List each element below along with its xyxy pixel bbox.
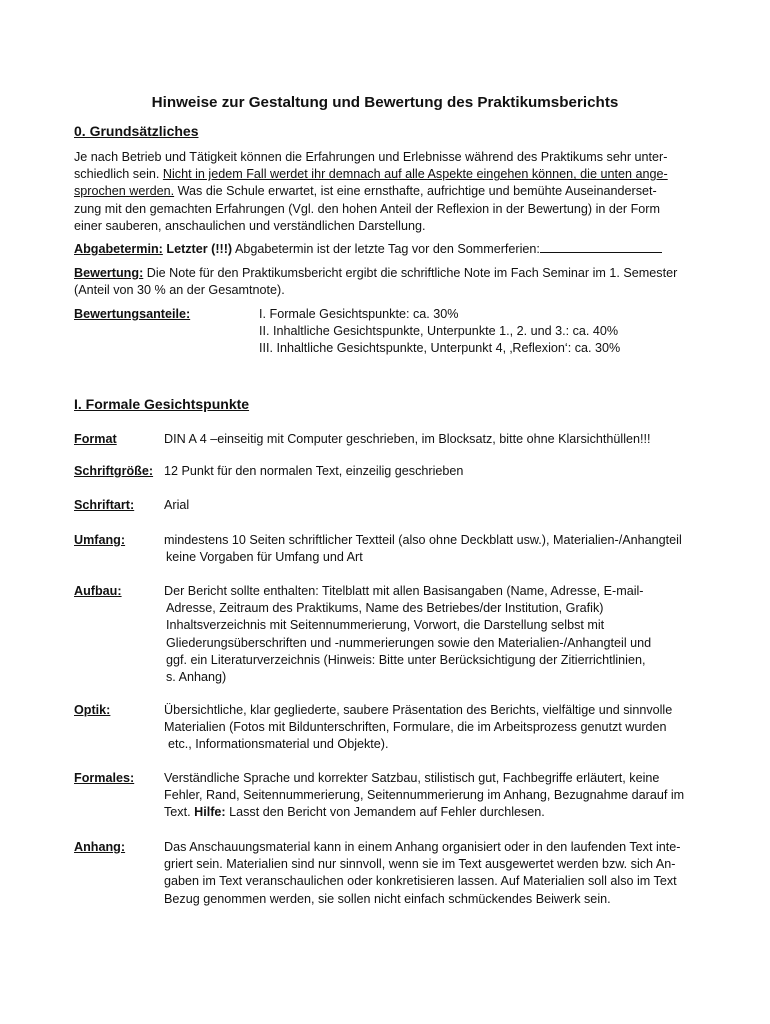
item-line: griert sein. Materialien sind nur sinnvoll, wenn sie im Text ausgewertet werden bzw. sich An-: [164, 857, 676, 872]
weights-list: [259, 306, 620, 358]
item-line: Materialien (Fotos mit Bildunterschriften, Formulare, die im Arbeitsprozess genutzt wurden: [164, 720, 667, 735]
deadline-text: Abgabetermin ist der letzte Tag vor den Sommerferien:: [232, 242, 540, 256]
item-text-schriftgroesse: [164, 463, 704, 480]
item-text-anhang: [164, 839, 704, 908]
deadline-line: [74, 240, 694, 258]
item-line: gaben im Text veranschaulichen oder konkretisieren lassen. Auf Materialien soll also im Text: [164, 874, 677, 889]
item-label-format: Format: [74, 432, 117, 446]
grading-line: (Anteil von 30 % an der Gesamtnote).: [74, 283, 285, 298]
intro-line: [74, 183, 694, 200]
item-text-optik: [164, 702, 704, 754]
intro-line: zung mit den gemachten Erfahrungen (Vgl. den hohen Anteil der Reflexion in der Bewertung) in der Form: [74, 201, 660, 216]
item-text-schriftart: [164, 497, 704, 514]
weights-label: Bewertungsanteile:: [74, 307, 191, 321]
item-line: Übersichtliche, klar gegliederte, saubere Präsentation des Berichts, vielfältige und sinnvolle: [164, 703, 673, 717]
intro-line: [74, 166, 694, 183]
item-line: Verständliche Sprache und korrekter Satzbau, stilistisch gut, Fachbegriffe erläutert, keine: [164, 771, 660, 785]
weights-item: II. Inhaltliche Gesichtspunkte, Unterpunkte 1., 2. und 3.: ca. 40%: [259, 324, 619, 339]
item-line: Inhaltsverzeichnis mit Seitennummerierung, Vorwort, die Darstellung selbst mit: [166, 618, 605, 633]
deadline-blank-line: [540, 240, 662, 253]
item-line: etc., Informationsmaterial und Objekte).: [168, 737, 389, 752]
item-line: s. Anhang): [166, 670, 227, 685]
deadline-label: Abgabetermin:: [74, 242, 163, 256]
item-line: Gliederungsüberschriften und -nummerierungen sowie den Materialien-/Anhangteil und: [166, 635, 652, 650]
document-title: Hinweise zur Gestaltung und Bewertung des Praktikumsberichts: [151, 94, 619, 111]
deadline-paragraph: [74, 240, 694, 258]
item-line: mindestens 10 Seiten schriftlicher Textteil (also ohne Deckblatt usw.), Materialien-/Anhangteil: [164, 533, 682, 547]
grading-label: Bewertung:: [74, 266, 144, 280]
section-heading-grundsaetzliches: 0. Grundsätzliches: [74, 123, 199, 139]
item-line: DIN A 4 –einseitig mit Computer geschrieben, im Blocksatz, bitte ohne Klarsichthüllen!!!: [164, 432, 651, 446]
item-label-anhang: Anhang:: [74, 840, 126, 854]
item-line: Der Bericht sollte enthalten: Titelblatt mit allen Basisangaben (Name, Adresse, E-mail-: [164, 584, 644, 598]
item-label-schriftart: Schriftart:: [74, 498, 135, 512]
item-label-schriftgroesse: Schriftgröße:: [74, 464, 154, 478]
grading-line: [74, 265, 694, 282]
hint-label: Hilfe:: [194, 805, 226, 820]
item-text-formales: [164, 770, 704, 822]
item-text-format: [164, 431, 704, 448]
deadline-emphasis: Letzter (!!!): [162, 242, 233, 256]
weights-item: III. Inhaltliche Gesichtspunkte, Unterpunkt 4, ‚Reflexion‘: ca. 30%: [259, 341, 621, 356]
item-line: 12 Punkt für den normalen Text, einzeilig geschrieben: [164, 464, 464, 478]
item-line: ggf. ein Literaturverzeichnis (Hinweis: Bitte unter Berücksichtigung der Zitierrichtlinien,: [166, 652, 646, 667]
item-line: Bezug genommen werden, sie sollen nicht einfach schmückendes Beiwerk sein.: [164, 891, 611, 906]
weights-item: I. Formale Gesichtspunkte: ca. 30%: [259, 307, 459, 321]
item-label-aufbau: Aufbau:: [74, 584, 122, 598]
item-line: keine Vorgaben für Umfang und Art: [166, 550, 363, 565]
intro-line: Je nach Betrieb und Tätigkeit können die Erfahrungen und Erlebnisse während des Praktikums sehr unter-: [74, 150, 668, 164]
intro-underlined-text: Nicht in jedem Fall werdet ihr demnach auf alle Aspekte eingehen können, die unten ange-: [162, 167, 668, 182]
intro-line: einer sauberen, anschaulichen und verständlichen Darstellung.: [74, 218, 426, 233]
item-label-formales: Formales:: [74, 771, 135, 785]
intro-text: Was die Schule erwartet, ist eine ernsthafte, aufrichtige und bemühte Auseinanderset-: [174, 184, 657, 199]
item-line: Adresse, Zeitraum des Praktikums, Name des Betriebes/der Institution, Grafik): [166, 601, 604, 616]
item-line: [164, 804, 704, 821]
item-label-umfang: Umfang:: [74, 533, 126, 547]
item-line: Arial: [164, 498, 190, 512]
section-heading-formale-gesichtspunkte: I. Formale Gesichtspunkte: [74, 396, 250, 412]
item-line: Das Anschauungsmaterial kann in einem Anhang organisiert oder in den laufenden Text inte-: [164, 840, 681, 854]
item-text-umfang: [164, 532, 704, 566]
grading-paragraph: [74, 265, 694, 299]
intro-paragraph: [74, 149, 694, 235]
item-label-optik: Optik:: [74, 703, 111, 717]
item-text-aufbau: [164, 583, 704, 686]
grading-text: Die Note für den Praktikumsbericht ergibt die schriftliche Note im Fach Seminar im 1. Semester: [143, 266, 678, 280]
item-line: Fehler, Rand, Seitennummerierung, Seitennummerierung im Anhang, Bezugnahme darauf im: [164, 788, 685, 803]
intro-underlined-text: sprochen werden.: [74, 184, 175, 199]
intro-text: schiedlich sein.: [74, 167, 163, 182]
item-text: Lasst den Bericht von Jemandem auf Fehler durchlesen.: [225, 805, 545, 820]
item-text: Text.: [164, 805, 195, 820]
